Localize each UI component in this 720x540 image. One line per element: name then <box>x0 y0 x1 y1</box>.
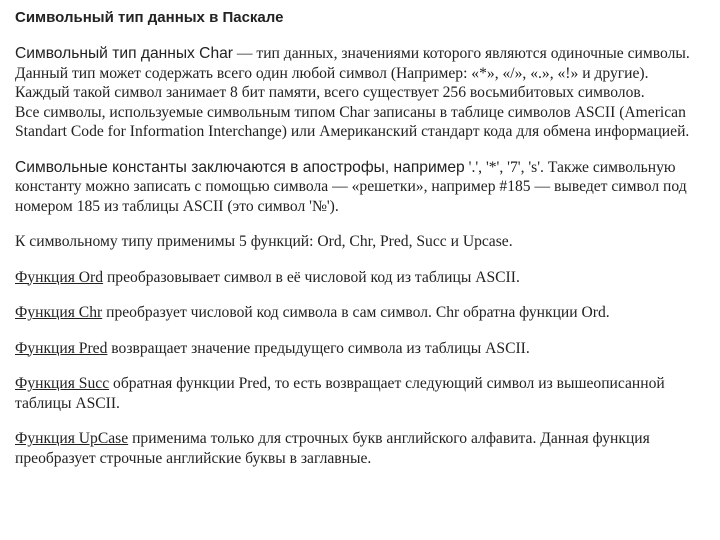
char-type-text: — тип данных, значениями которого являются одиночные символы. Данный тип может содержать всего один любой символ (Например: «*», «/», «.», «!» и другие). <box>15 45 690 82</box>
page-title: Символьный тип данных в Паскале <box>15 9 284 26</box>
function-ord-text: преобразовывает символ в её числовой код из таблицы ASCII. <box>103 268 520 286</box>
function-pred-text: возвращает значение предыдущего символа из таблицы ASCII. <box>107 339 530 357</box>
function-succ-text: обратная функции Pred, то есть возвращает следующий символ из вышеописанной таблицы ASCII. <box>15 375 665 412</box>
paragraph-functions-intro: К символьному типу применимы 5 функций: Ord, Chr, Pred, Succ и Upcase. <box>15 233 513 250</box>
function-pred-link[interactable]: Функция Pred <box>15 339 108 357</box>
paragraph-char-type <box>15 44 712 83</box>
function-ord-paragraph <box>15 268 712 288</box>
function-succ-link[interactable]: Функция Succ <box>15 375 110 392</box>
paragraph-constants <box>15 158 712 217</box>
function-succ-paragraph <box>15 374 712 413</box>
function-chr-link[interactable]: Функция Chr <box>15 304 103 321</box>
paragraph-ascii: Все символы, используемые символьным типом Char записаны в таблице символов ASCII (American Standart Code for Information Interchange) или Американский стандарт кода для обмена информацией. <box>15 103 690 140</box>
function-pred-paragraph <box>15 339 712 359</box>
constants-lead: Символьные константы заключаются в апострофы, например <box>15 158 465 176</box>
function-upcase-link[interactable]: Функция UpCase <box>15 430 129 447</box>
constants-text: '.', '*', '7', 's'. Также символьную константу можно записать с помощью символа — «решетки», например #185 — выведет символ под номером 185 из таблицы ASCII (это символ '№'). <box>15 158 687 215</box>
function-upcase-text: применима только для строчных букв английского алфавита. Данная функция преобразует строчные английские буквы в заглавные. <box>15 430 650 467</box>
function-chr-text: преобразует числовой код символа в сам символ. Chr обратна функции Ord. <box>102 304 610 321</box>
function-upcase-paragraph <box>15 429 712 468</box>
char-type-lead: Символьный тип данных Char <box>15 45 233 62</box>
paragraph-memory: Каждый такой символ занимает 8 бит памяти, всего существует 256 восьмибитовых символов. <box>15 84 645 101</box>
function-ord-link[interactable]: Функция Ord <box>15 268 104 286</box>
function-chr-paragraph <box>15 303 712 323</box>
